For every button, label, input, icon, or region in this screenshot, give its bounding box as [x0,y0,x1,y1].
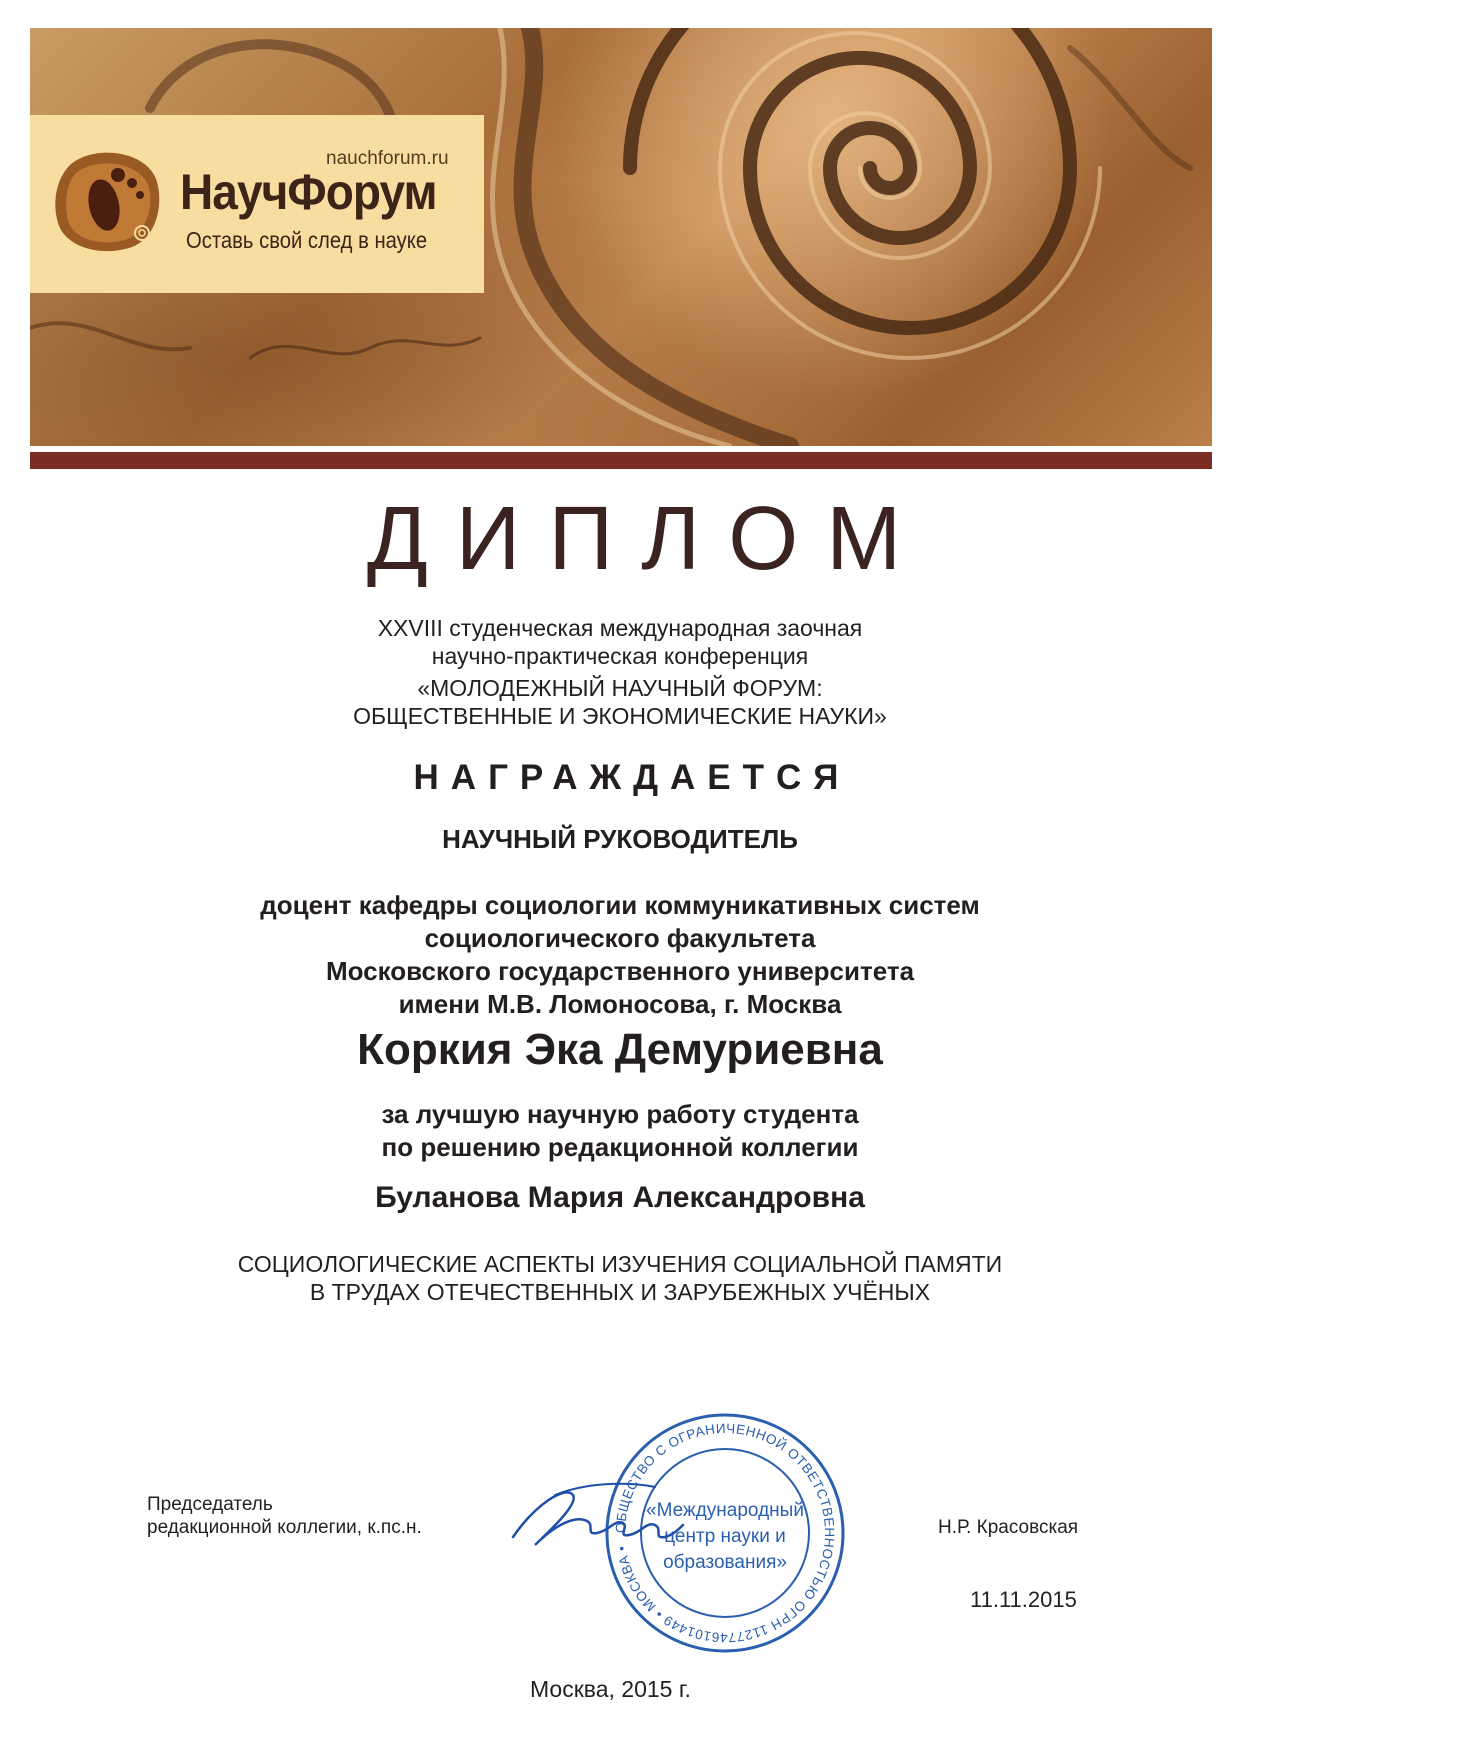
footprint-stone-logo [52,145,164,255]
conference-name [130,674,1110,730]
work-title-line: В ТРУДАХ ОТЕЧЕСТВЕННЫХ И ЗАРУБЕЖНЫХ УЧЁНЫХ [309,1279,931,1305]
header-banner [30,28,1212,446]
stamp-center-line: образования» [663,1552,787,1573]
awarded-heading: НАГРАЖДАЕТСЯ [413,758,851,797]
logo-name: НаучФорум [180,164,437,220]
position-line: Председатель [147,1494,273,1515]
handwritten-signature [505,1475,685,1565]
reason-line: по решению редакционной коллегии [381,1132,859,1162]
position-line: редакционной коллегии, к.пс.н. [147,1517,422,1538]
work-title [130,1250,1110,1306]
work-title-line: СОЦИОЛОГИЧЕСКИЕ АСПЕКТЫ ИЗУЧЕНИЯ СОЦИАЛЬНОЙ ПАМЯТИ [237,1251,1003,1277]
place-and-year: Москва, 2015 г. [530,1676,691,1702]
award-reason [130,1098,1110,1164]
affiliation-line: имени М.В. Ломоносова, г. Москва [398,989,842,1019]
stamp-center-line: центр науки и [664,1526,786,1547]
recipient-name: Коркия Эка Демуриевна [357,1025,883,1074]
signatory-name: Н.Р. Красовская [938,1517,1079,1538]
reason-line: за лучшую научную работу студента [381,1099,859,1129]
conference-name-line: ОБЩЕСТВЕННЫЕ И ЭКОНОМИЧЕСКИЕ НАУКИ» [353,703,887,729]
student-name: Буланова Мария Александровна [375,1181,865,1214]
logo-panel [30,115,484,293]
affiliation-line: Московского государственного университета [325,956,915,986]
conference-line: научно-практическая конференция [431,643,809,669]
logo-tagline: Оставь свой след в науке [186,227,428,253]
affiliation-line: доцент кафедры социологии коммуникативных систем [260,890,980,920]
conference-description [130,614,1110,670]
conference-name-line: «МОЛОДЕЖНЫЙ НАУЧНЫЙ ФОРУМ: [417,675,823,701]
stamp-ring-text: ОБЩЕСТВО С ОГРАНИЧЕННОЙ ОТВЕТСТВЕННОСТЬЮ ОГРН 1127746101449 • МОСКВА • [612,1420,838,1646]
header-rule [30,452,1212,469]
logo-url: nauchforum.ru [326,148,449,169]
issue-date: 11.11.2015 [970,1587,1077,1612]
stamp-center-line: «Международный [646,1500,804,1521]
affiliation-line: социологического факультета [424,923,816,953]
chair-position [147,1493,422,1539]
conference-line: XXVIII студенческая международная заочная [377,615,863,641]
recipient-role: НАУЧНЫЙ РУКОВОДИТЕЛЬ [442,824,798,854]
diploma-title: ДИПЛОМ [366,489,930,589]
recipient-affiliation [130,889,1110,1021]
